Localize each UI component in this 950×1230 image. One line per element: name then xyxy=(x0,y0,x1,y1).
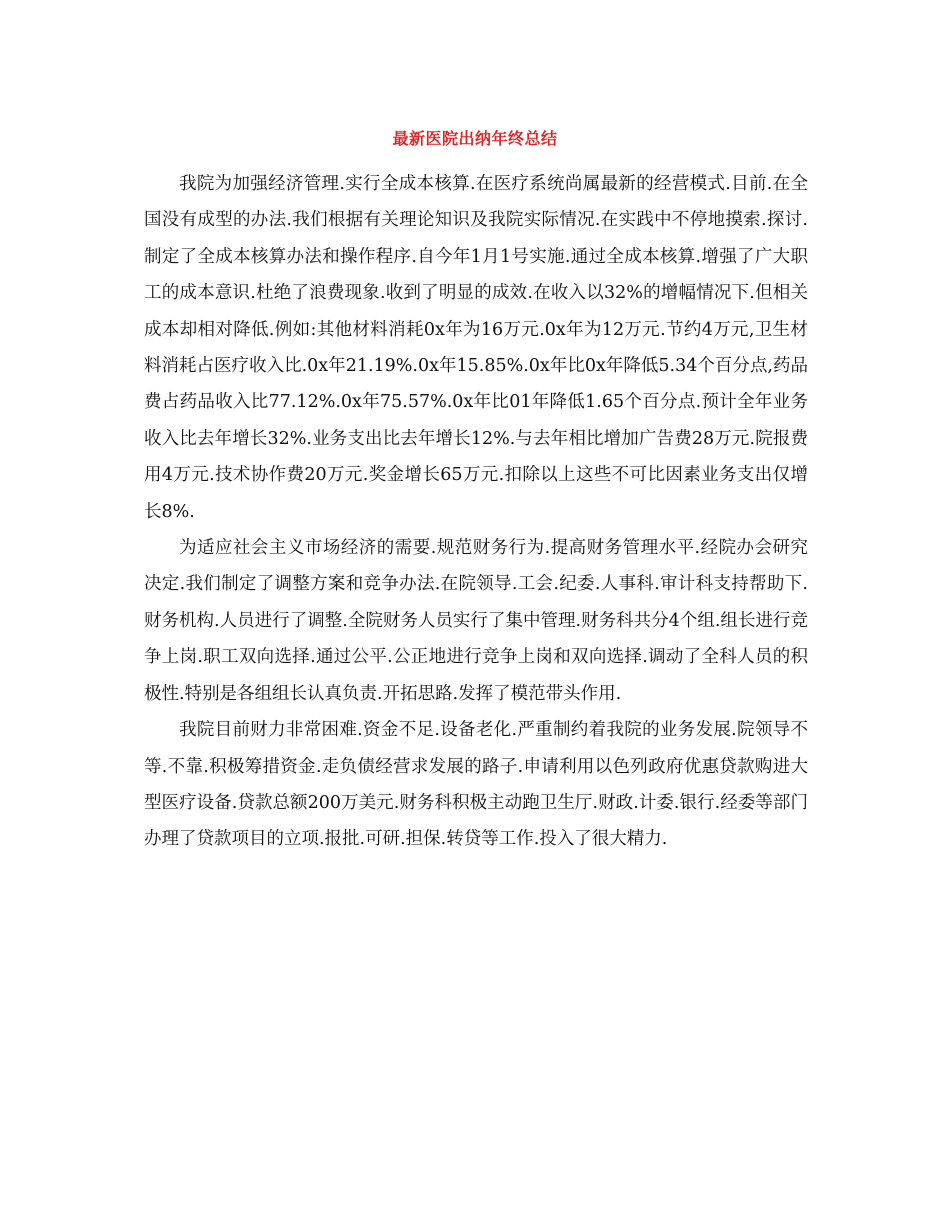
document-title: 最新医院出纳年终总结 xyxy=(392,129,558,148)
document-body xyxy=(144,166,808,858)
paragraph-cost-accounting: 我院为加强经济管理.实行全成本核算.在医疗系统尚属最新的经营模式.目前.在全国没有成型的办法.我们根据有关理论知识及我院实际情况.在实践中不停地摸索.探讨.制定了全成本核算办法和操作程序.自今年1月1号实施.通过全成本核算.增强了广大职工的成本意识.杜绝了浪费现象.收到了明显的成效.在收入以32%的增幅情况下.但相关成本却相对降低.例如:其他材料消耗0x年为16万元.0x年为12万元.节约4万元,卫生材料消耗占医疗收入比.0x年21.19%.0x年15.85%.0x年比0x年降低5.34个百分点,药品费占药品收入比77.12%.0x年75.57%.0x年比01年降低1.65个百分点.预计全年业务收入比去年增长32%.业务支出比去年增长12%.与去年相比增加广告费28万元.院报费用4万元.技术协作费20万元.奖金增长65万元.扣除以上这些不可比因素业务支出仅增长8%. xyxy=(144,174,808,522)
paragraph-staff-restructuring: 为适应社会主义市场经济的需要.规范财务行为.提高财务管理水平.经院办会研究决定.我们制定了调整方案和竞争办法.在院领导.工会.纪委.人事科.审计科支持帮助下.财务机构.人员进行了调整.全院财务人员实行了集中管理.财务科共分4个组.组长进行竞争上岗.职工双向选择.通过公平.公正地进行竞争上岗和双向选择.调动了全科人员的积极性.特别是各组组长认真负责.开拓思路.发挥了模范带头作用. xyxy=(144,538,808,704)
paragraph-financing: 我院目前财力非常困难.资金不足.设备老化.严重制约着我院的业务发展.院领导不等.不靠.积极筹措资金.走负债经营求发展的路子.申请利用以色列政府优惠贷款购进大型医疗设备.贷款总额200万美元.财务科积极主动跑卫生厅.财政.计委.银行.经委等部门办理了贷款项目的立项.报批.可研.担保.转贷等工作.投入了很大精力. xyxy=(144,720,808,850)
